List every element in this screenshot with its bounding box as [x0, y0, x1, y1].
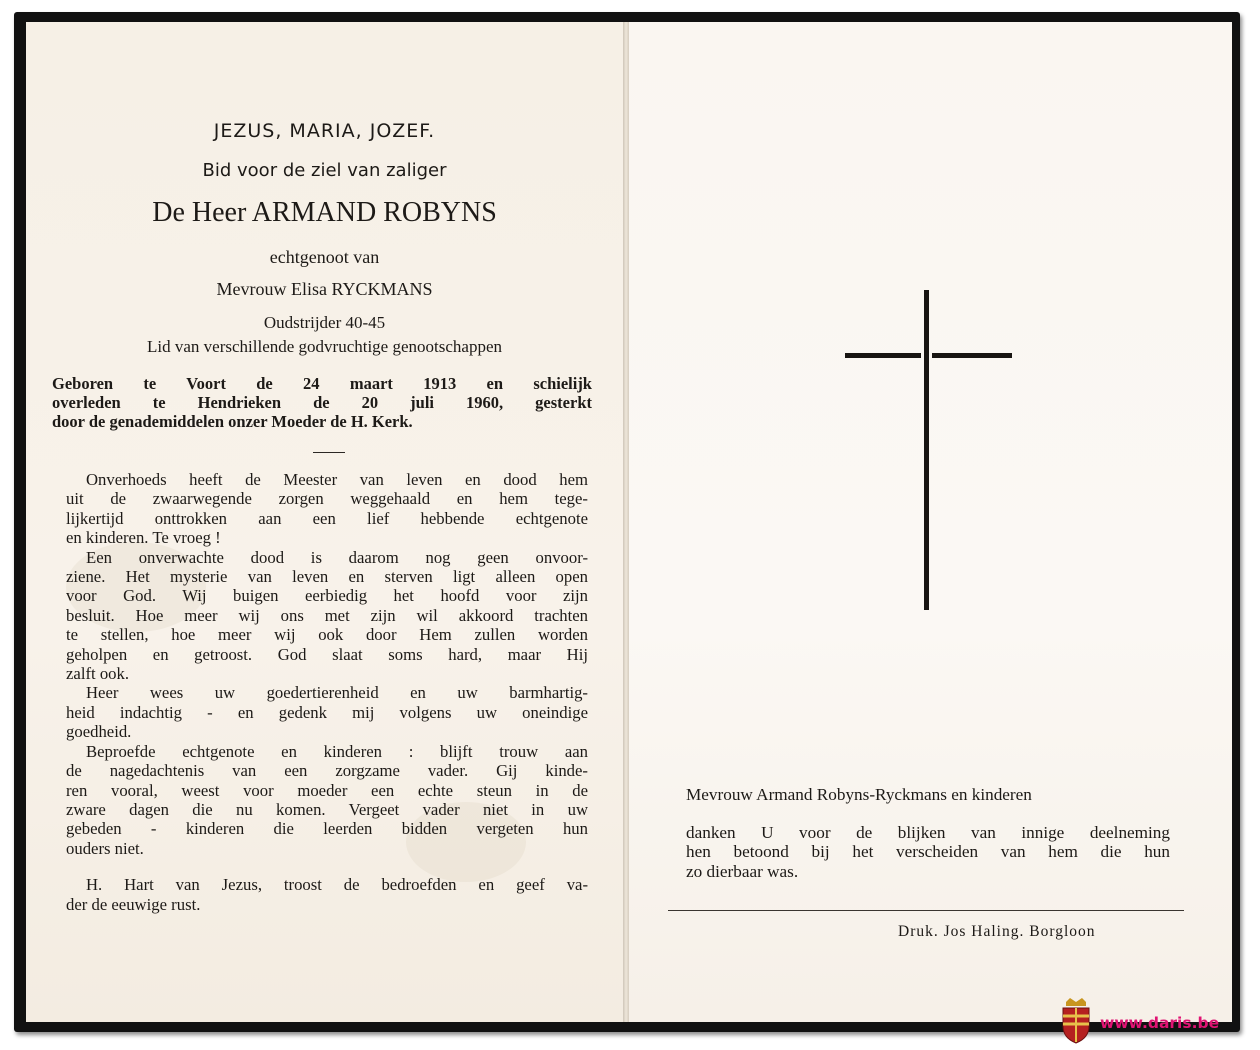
- thanks-line: danken U voor de blijken van innige deelneming: [686, 822, 1170, 842]
- spouse-name: Mevrouw Elisa RYCKMANS: [216, 279, 433, 299]
- coat-of-arms-logo-icon: [1060, 998, 1092, 1044]
- heading: JEZUS, MARIA, JOZEF.: [213, 120, 436, 142]
- eulogy-line: geholpen en getroost. God slaat soms hard, maar Hij: [66, 644, 588, 664]
- printer-divider: [668, 910, 1184, 911]
- cross-icon: [924, 290, 929, 610]
- prayer-line: Bid voor de ziel van zaliger: [202, 160, 447, 181]
- thanks-text: [686, 785, 1170, 881]
- eulogy-line: voor God. Wij buigen eerbiedig het hoofd voor zijn: [66, 586, 588, 606]
- watermark-url: www.daris.be: [1100, 1014, 1220, 1032]
- veteran-line: Oudstrijder 40-45: [263, 313, 386, 332]
- eulogy-line: H. Hart van Jezus, troost de bedroefden en geef va-: [86, 875, 588, 895]
- eulogy-line: te stellen, hoe meer wij ook door Hem zullen worden: [66, 625, 588, 645]
- eulogy-line: gebeden - kinderen die leerden bidden vergeten hun: [66, 819, 588, 839]
- printer-credit: Druk. Jos Haling. Borgloon: [898, 923, 1096, 940]
- eulogy-line: ouders niet.: [66, 838, 144, 858]
- eulogy-line: Beproefde echtgenote en kinderen : blijft trouw aan: [86, 741, 588, 761]
- born-line: overleden te Hendrieken de 20 juli 1960, gesterkt: [52, 393, 592, 412]
- eulogy-line: zalft ook.: [66, 664, 130, 684]
- born-line: door de genademiddelen onzer Moeder de H. Kerk.: [52, 412, 413, 431]
- eulogy-line: de nagedachtenis van een zorgzame vader. Gij kinde-: [66, 761, 588, 781]
- deceased-name: De Heer ARMAND ROBYNS: [152, 197, 497, 228]
- eulogy-line: Onverhoeds heeft de Meester van leven en dood hem: [86, 470, 588, 489]
- born-line: Geboren te Voort de 24 maart 1913 en schielijk: [52, 374, 592, 393]
- membership-line: Lid van verschillende godvruchtige genootschappen: [147, 337, 502, 356]
- eulogy-line: der de eeuwige rust.: [66, 894, 201, 914]
- cross-arm-right: [932, 353, 1012, 358]
- spouse-intro: echtgenoot van: [269, 247, 380, 267]
- birth-death-paragraph: [52, 374, 592, 431]
- eulogy-line: besluit. Hoe meer wij ons met zijn wil akkoord trachten: [66, 605, 588, 625]
- family-line: Mevrouw Armand Robyns-Ryckmans en kinderen: [686, 785, 1032, 804]
- eulogy-line: en kinderen. Te vroeg !: [66, 528, 221, 548]
- eulogy-line: lijkertijd onttrokken aan een lief hebbende echtgenote: [66, 508, 588, 528]
- eulogy-line: Heer wees uw goedertierenheid en uw barmhartig-: [86, 683, 588, 703]
- eulogy-line: ziene. Het mysterie van leven en sterven ligt alleen open: [66, 567, 588, 587]
- cross-arm-left: [845, 353, 921, 358]
- eulogy-text: [66, 470, 588, 914]
- thanks-line: zo dierbaar was.: [686, 861, 799, 881]
- thanks-line: hen betoond bij het verscheiden van hem die hun: [686, 842, 1170, 861]
- divider: [313, 452, 345, 453]
- eulogy-line: ren vooral, weest voor moeder een echte steun in de: [66, 780, 588, 800]
- eulogy-line: heid indachtig - en gedenk mij volgens uw oneindige: [66, 702, 588, 722]
- eulogy-line: goedheid.: [66, 722, 132, 742]
- eulogy-line: zware dagen die nu komen. Vergeet vader niet in uw: [66, 799, 588, 819]
- eulogy-line: Een onverwachte dood is daarom nog geen onvoor-: [86, 547, 588, 567]
- eulogy-line: uit de zwaarwegende zorgen weggehaald en hem tege-: [66, 489, 588, 509]
